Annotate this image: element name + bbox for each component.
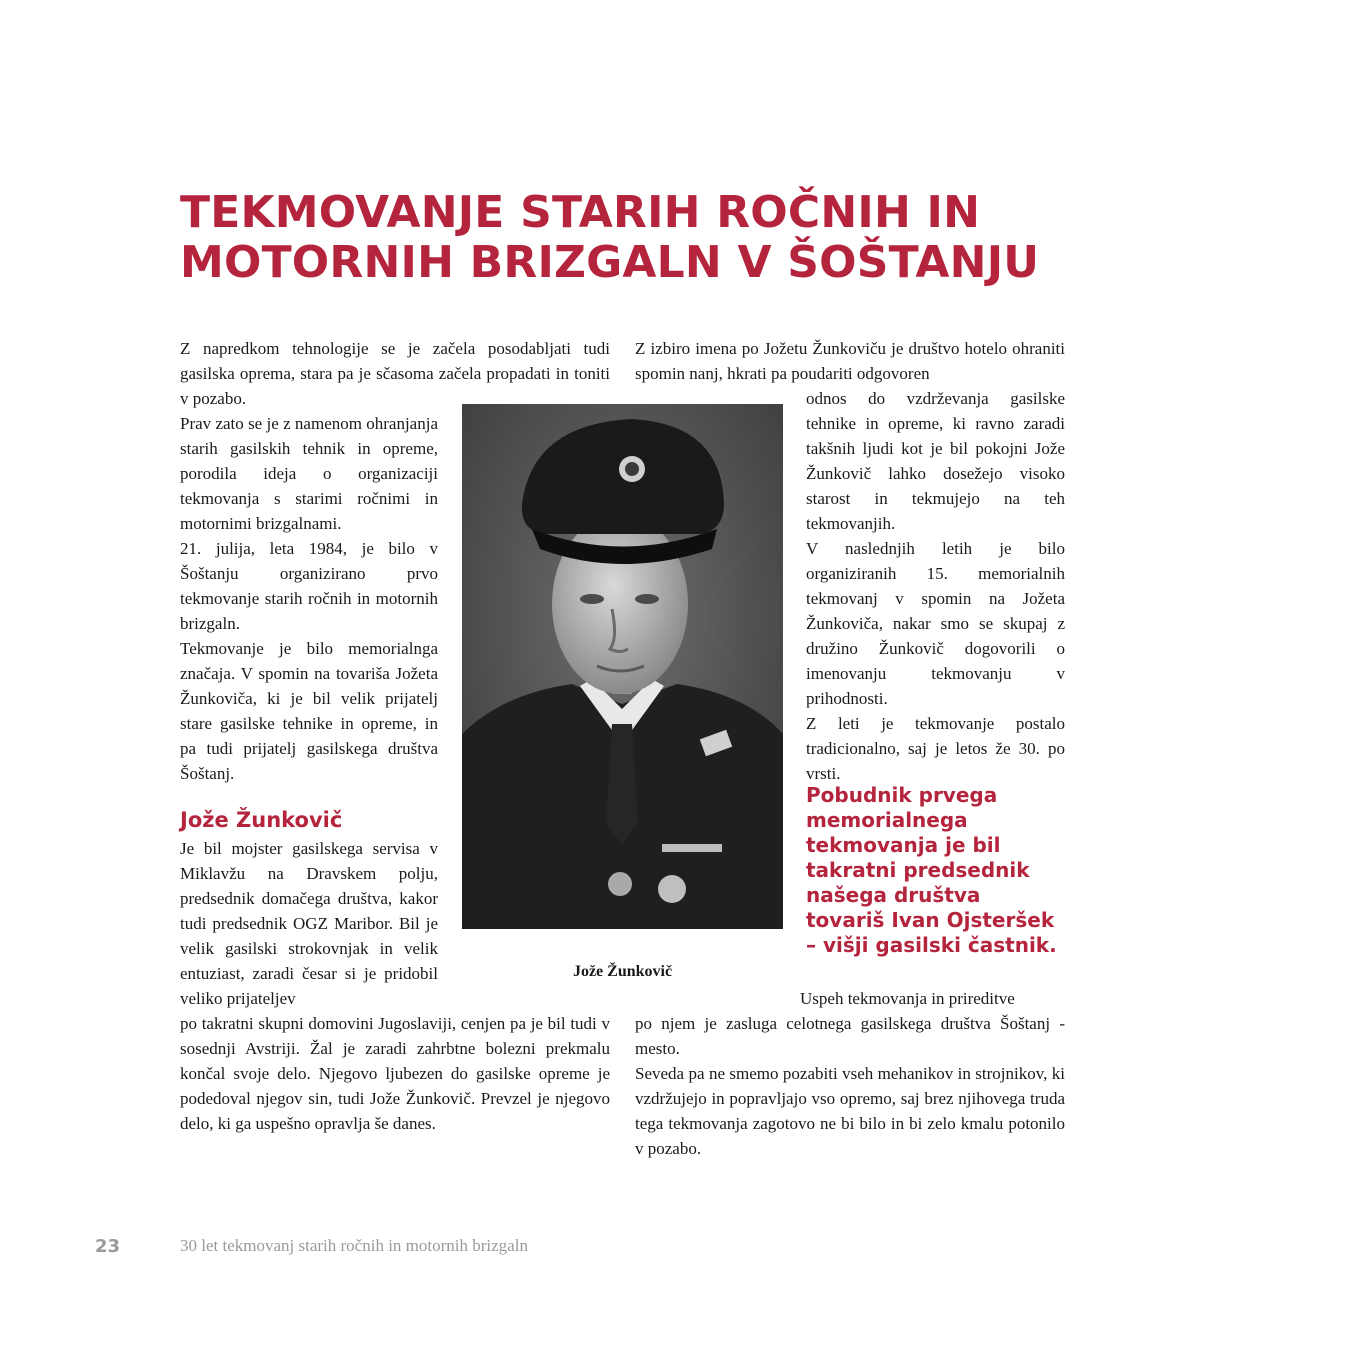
pull-quote-line: memorialnega [806,808,968,832]
intro-paragraph: Z napredkom tehnologije se je začela posodabljati tudi gasilska oprema, stara pa je sčasoma začela propadati in toniti v pozabo. [180,339,610,408]
publication-title: 30 let tekmovanj starih ročnih in motornih brizgaln [180,1236,528,1255]
pull-quote-line: – višji gasilski častnik. [806,933,1057,957]
subheading-joze-zunkovic: Jože Žunkovič [180,808,343,832]
column-2-bottom-text [635,1011,1065,1161]
pull-quote-line: tekmovanja je bil [806,833,1001,857]
paragraph: 21. julija, leta 1984, je bilo v Šoštanju organizirano prvo tekmovanje starih ročnih in motornih brizgaln. [180,539,438,633]
biography-paragraph: Je bil mojster gasilskega servisa v Miklavžu na Dravskem polju, predsednik domačega društva, kakor tudi predsednik OGZ Maribor. Bil je velik gasilski strokovnjak in velik entuziast, zaradi česar si je pridobil veliko prijateljev [180,839,438,1008]
paragraph: Prav zato se je z namenom ohranjanja starih gasilskih tehnik in opreme, porodila ideja o organizaciji tekmovanja s starimi ročnimi in motornimi brizgalnami. [180,414,438,533]
portrait-illustration [462,404,783,929]
pull-quote-line: našega društva [806,883,981,907]
paragraph: Seveda pa ne smemo pozabiti vseh mehanikov in strojnikov, ki vzdržujejo in popravljajo vso opremo, saj brez njihovega truda tega tekmovanja zagotovo ne bi bilo in bi zelo kmalu potonilo v pozabo. [635,1064,1065,1158]
article-title [180,188,1080,288]
column-1-bottom-text: po takratni skupni domovini Jugoslaviji, cenjen pa je bil tudi v sosednji Avstriji. Žal je zaradi zahrbtne bolezni prekmalu končal svoje delo. Njegovo ljubezen do gasilske opreme je podedoval njegov sin, tudi Jože Žunkovič. Prevzel je njegovo delo, ki ga uspešno opravlja še danes. [180,1014,610,1133]
column-2-after-caption-text: Uspeh tekmovanja in prireditve [800,989,1015,1008]
paragraph: V naslednjih letih je bilo organiziranih 15. memorialnih tekmovanj v spomin na Jožeta Žunkoviča, nakar smo se skupaj z družino Žunkovič dogovorili o imenovanju tekmovanju v prihodnosti. [806,539,1065,708]
pull-quote [806,783,1071,958]
column-1-narrow-text [180,411,438,786]
pull-quote-line: tovariš Ivan Ojsteršek [806,908,1055,932]
paragraph: Tekmovanje je bilo memorialnga značaja. V spomin na tovariša Jožeta Žunkoviča, ki je bil velik prijatelj stare gasilske tehnike in opreme, in pa tudi prijatelj gasilskega društva Šoštanj. [180,639,438,783]
paragraph: odnos do vzdrževanja gasilske tehnike in opreme, ki ravno zaradi takšnih ljudi kot je bil pokojni Jože Žunkovič lahko dosežejo visoko starost in tekmujejo na teh tekmovanjih. [806,389,1065,533]
column-2-top-text: Z izbiro imena po Jožetu Žunkoviču je društvo hotelo ohraniti spomin nanj, hkrati pa poudariti odgovoren [635,339,1065,383]
paragraph: Z leti je tekmovanje postalo tradicionalno, saj je letos že 30. po vrsti. [806,714,1065,783]
pull-quote-line: takratni predsednik [806,858,1030,882]
title-line: MOTORNIH BRIZGALN V ŠOŠTANJU [180,237,1040,288]
paragraph: po njem je zasluga celotnega gasilskega društva Šoštanj - mesto. [635,1014,1065,1058]
column-2-narrow-text [806,386,1065,786]
pull-quote-line: Pobudnik prvega [806,783,998,807]
photo-caption: Jože Žunkovič [572,963,673,980]
page-number: 23 [95,1236,121,1257]
title-line: TEKMOVANJE STARIH ROČNIH IN [180,187,981,238]
portrait-photo [462,404,783,929]
